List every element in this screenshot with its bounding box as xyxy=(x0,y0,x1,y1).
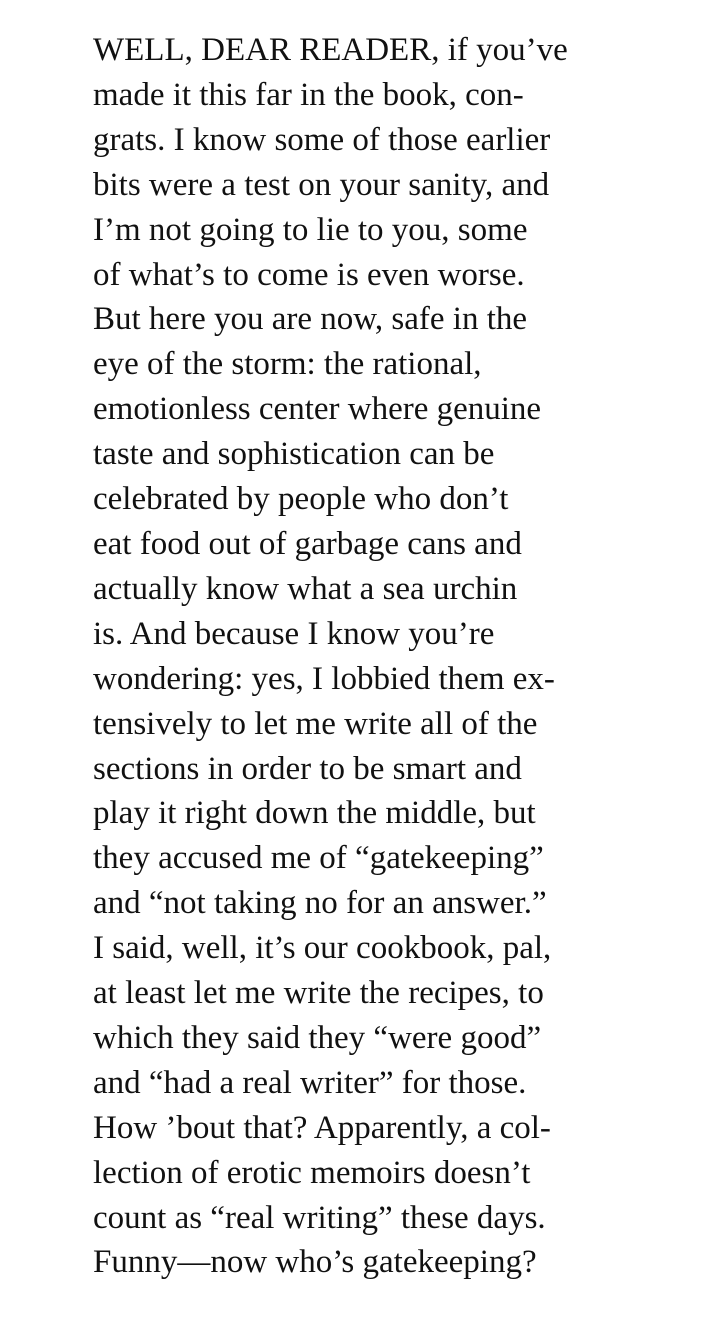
body-paragraph xyxy=(93,28,653,1285)
text-line: emotionless center where genuine xyxy=(93,391,542,428)
text-line: tensively to let me write all of the xyxy=(93,705,538,742)
text-line: wondering: yes, I lobbied them ex- xyxy=(93,660,555,697)
text-line: eye of the storm: the rational, xyxy=(93,346,482,383)
text-line: play it right down the middle, but xyxy=(93,795,536,832)
text-line: sections in order to be smart and xyxy=(93,750,522,787)
text-line: bits were a test on your sanity, and xyxy=(93,166,550,203)
text-line: and “not taking no for an answer.” xyxy=(93,885,547,922)
text-line: of what’s to come is even worse. xyxy=(93,256,525,293)
text-line: taste and sophistication can be xyxy=(93,436,495,473)
text-line: Funny—now who’s gatekeeping? xyxy=(93,1244,537,1281)
text-line: they accused me of “gatekeeping” xyxy=(93,840,544,877)
text-line: count as “real writing” these days. xyxy=(93,1199,546,1236)
text-line: actually know what a sea urchin xyxy=(93,570,518,607)
text-line: I’m not going to lie to you, some xyxy=(93,211,528,248)
text-line: eat food out of garbage cans and xyxy=(93,525,522,562)
text-line: But here you are now, safe in the xyxy=(93,301,528,338)
text-line: which they said they “were good” xyxy=(93,1019,542,1056)
text-line: is. And because I know you’re xyxy=(93,615,495,652)
text-line: and “had a real writer” for those. xyxy=(93,1064,527,1101)
text-line: grats. I know some of those earlier xyxy=(93,121,551,158)
text-line: WELL, DEAR READER, if you’ve xyxy=(93,32,568,68)
text-line: I said, well, it’s our cookbook, pal, xyxy=(93,930,552,967)
text-line: lection of erotic memoirs doesn’t xyxy=(93,1154,531,1191)
text-line: made it this far in the book, con- xyxy=(93,76,524,113)
text-line: at least let me write the recipes, to xyxy=(93,975,544,1012)
text-line: celebrated by people who don’t xyxy=(93,481,509,518)
text-line: How ’bout that? Apparently, a col- xyxy=(93,1109,551,1146)
